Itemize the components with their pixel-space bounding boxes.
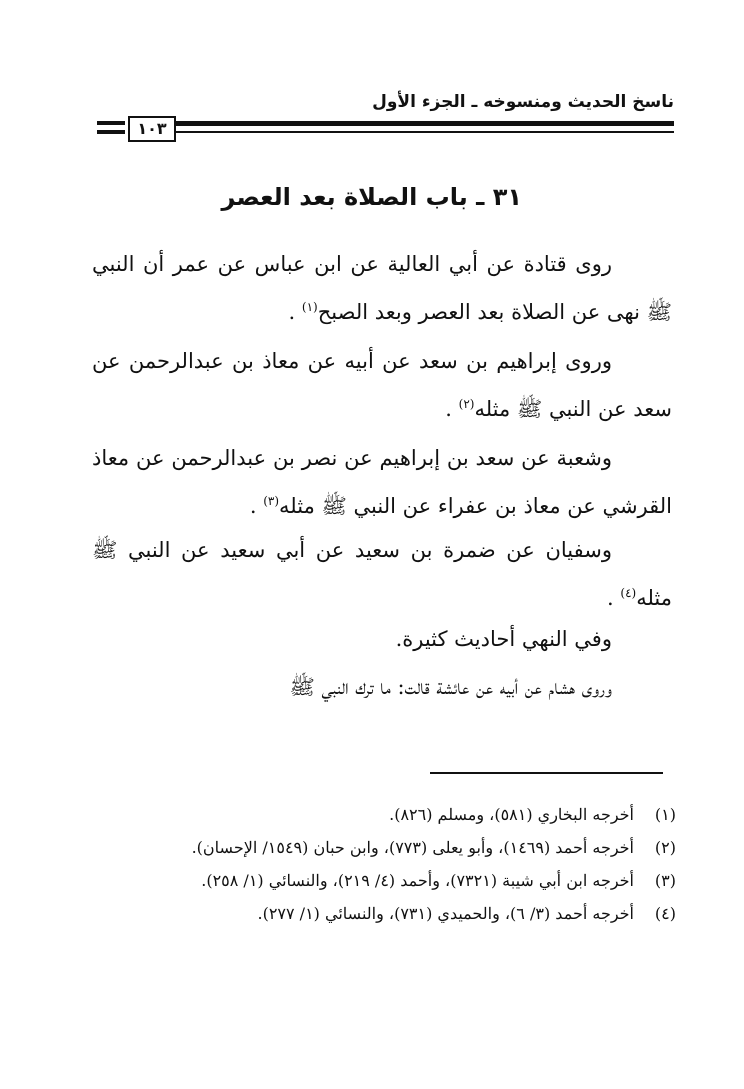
paragraph-6 (92, 666, 672, 709)
footnote-marker: (٣) (263, 494, 280, 508)
footnote-4 (88, 897, 676, 930)
paragraph-1 (92, 243, 672, 334)
paragraph-2 (92, 340, 672, 431)
paragraph-text: روى قتادة عن أبي العالية عن ابن عباس عن عمر أن النبي ﷺ نهى عن الصلاة بعد العصر وبعد الصبح (92, 252, 672, 324)
paragraph-text: وفي النهي أحاديث كثيرة. (395, 627, 612, 651)
page-number: ١٠٣ (128, 116, 176, 142)
paragraph-text: وروى هشام عن أبيه عن عائشة قالت: ما ترك النبي ﷺ (289, 675, 612, 699)
chapter-title: ٣١ ـ باب الصلاة بعد العصر (221, 183, 522, 211)
header-rule-thin (176, 131, 674, 133)
footnote-marker: (١) (301, 300, 318, 314)
footnote-number: (٤) (654, 904, 676, 923)
paragraph-end: . (607, 586, 621, 610)
footnote-2 (88, 831, 676, 864)
paragraph-text: وسفيان عن ضمرة بن سعيد عن أبي سعيد عن النبي ﷺ مثله (92, 538, 672, 610)
footnote-marker: (٢) (458, 397, 475, 411)
paragraph-end: . (288, 300, 302, 324)
header-rule-short-bottom (97, 130, 125, 134)
footnotes (88, 798, 676, 930)
footnote-text: أخرجه أحمد (١٤٦٩)، وأبو يعلى (٧٧٣)، وابن حبان (١٥٤٩/ الإحسان). (191, 838, 634, 857)
header-rule-thick (176, 121, 674, 126)
running-title: ناسخ الحديث ومنسوخه ـ الجزء الأول (372, 92, 674, 112)
footnote-marker: (٤) (620, 586, 637, 600)
paragraph-text: وشعبة عن سعد بن إبراهيم عن نصر بن عبدالرحمن عن معاذ القرشي عن معاذ بن عفراء عن النبي ﷺ مثله (92, 446, 672, 518)
footnote-separator (430, 772, 663, 774)
footnote-number: (٣) (654, 871, 676, 890)
footnote-text: أخرجه أحمد (٣/ ٦)، والحميدي (٧٣١)، والنسائي (١/ ٢٧٧). (257, 904, 634, 923)
footnote-1 (88, 798, 676, 831)
paragraph-end: . (445, 397, 459, 421)
footnote-text: أخرجه البخاري (٥٨١)، ومسلم (٨٢٦). (389, 805, 634, 824)
footnote-number: (٢) (654, 838, 676, 857)
footnote-number: (١) (654, 805, 676, 824)
paragraph-3 (92, 437, 672, 528)
paragraph-5 (92, 618, 672, 661)
footnote-text: أخرجه ابن أبي شيبة (٧٣٢١)، وأحمد (٤/ ٢١٩)، والنسائي (١/ ٢٥٨). (201, 871, 634, 890)
header-rule-short-top (97, 121, 125, 125)
paragraph-end: . (249, 494, 264, 518)
paragraph-4 (92, 529, 672, 620)
paragraph-text: وروى إبراهيم بن سعد عن أبيه عن معاذ بن عبدالرحمن عن سعد عن النبي ﷺ مثله (92, 349, 672, 421)
footnote-3 (88, 864, 676, 897)
